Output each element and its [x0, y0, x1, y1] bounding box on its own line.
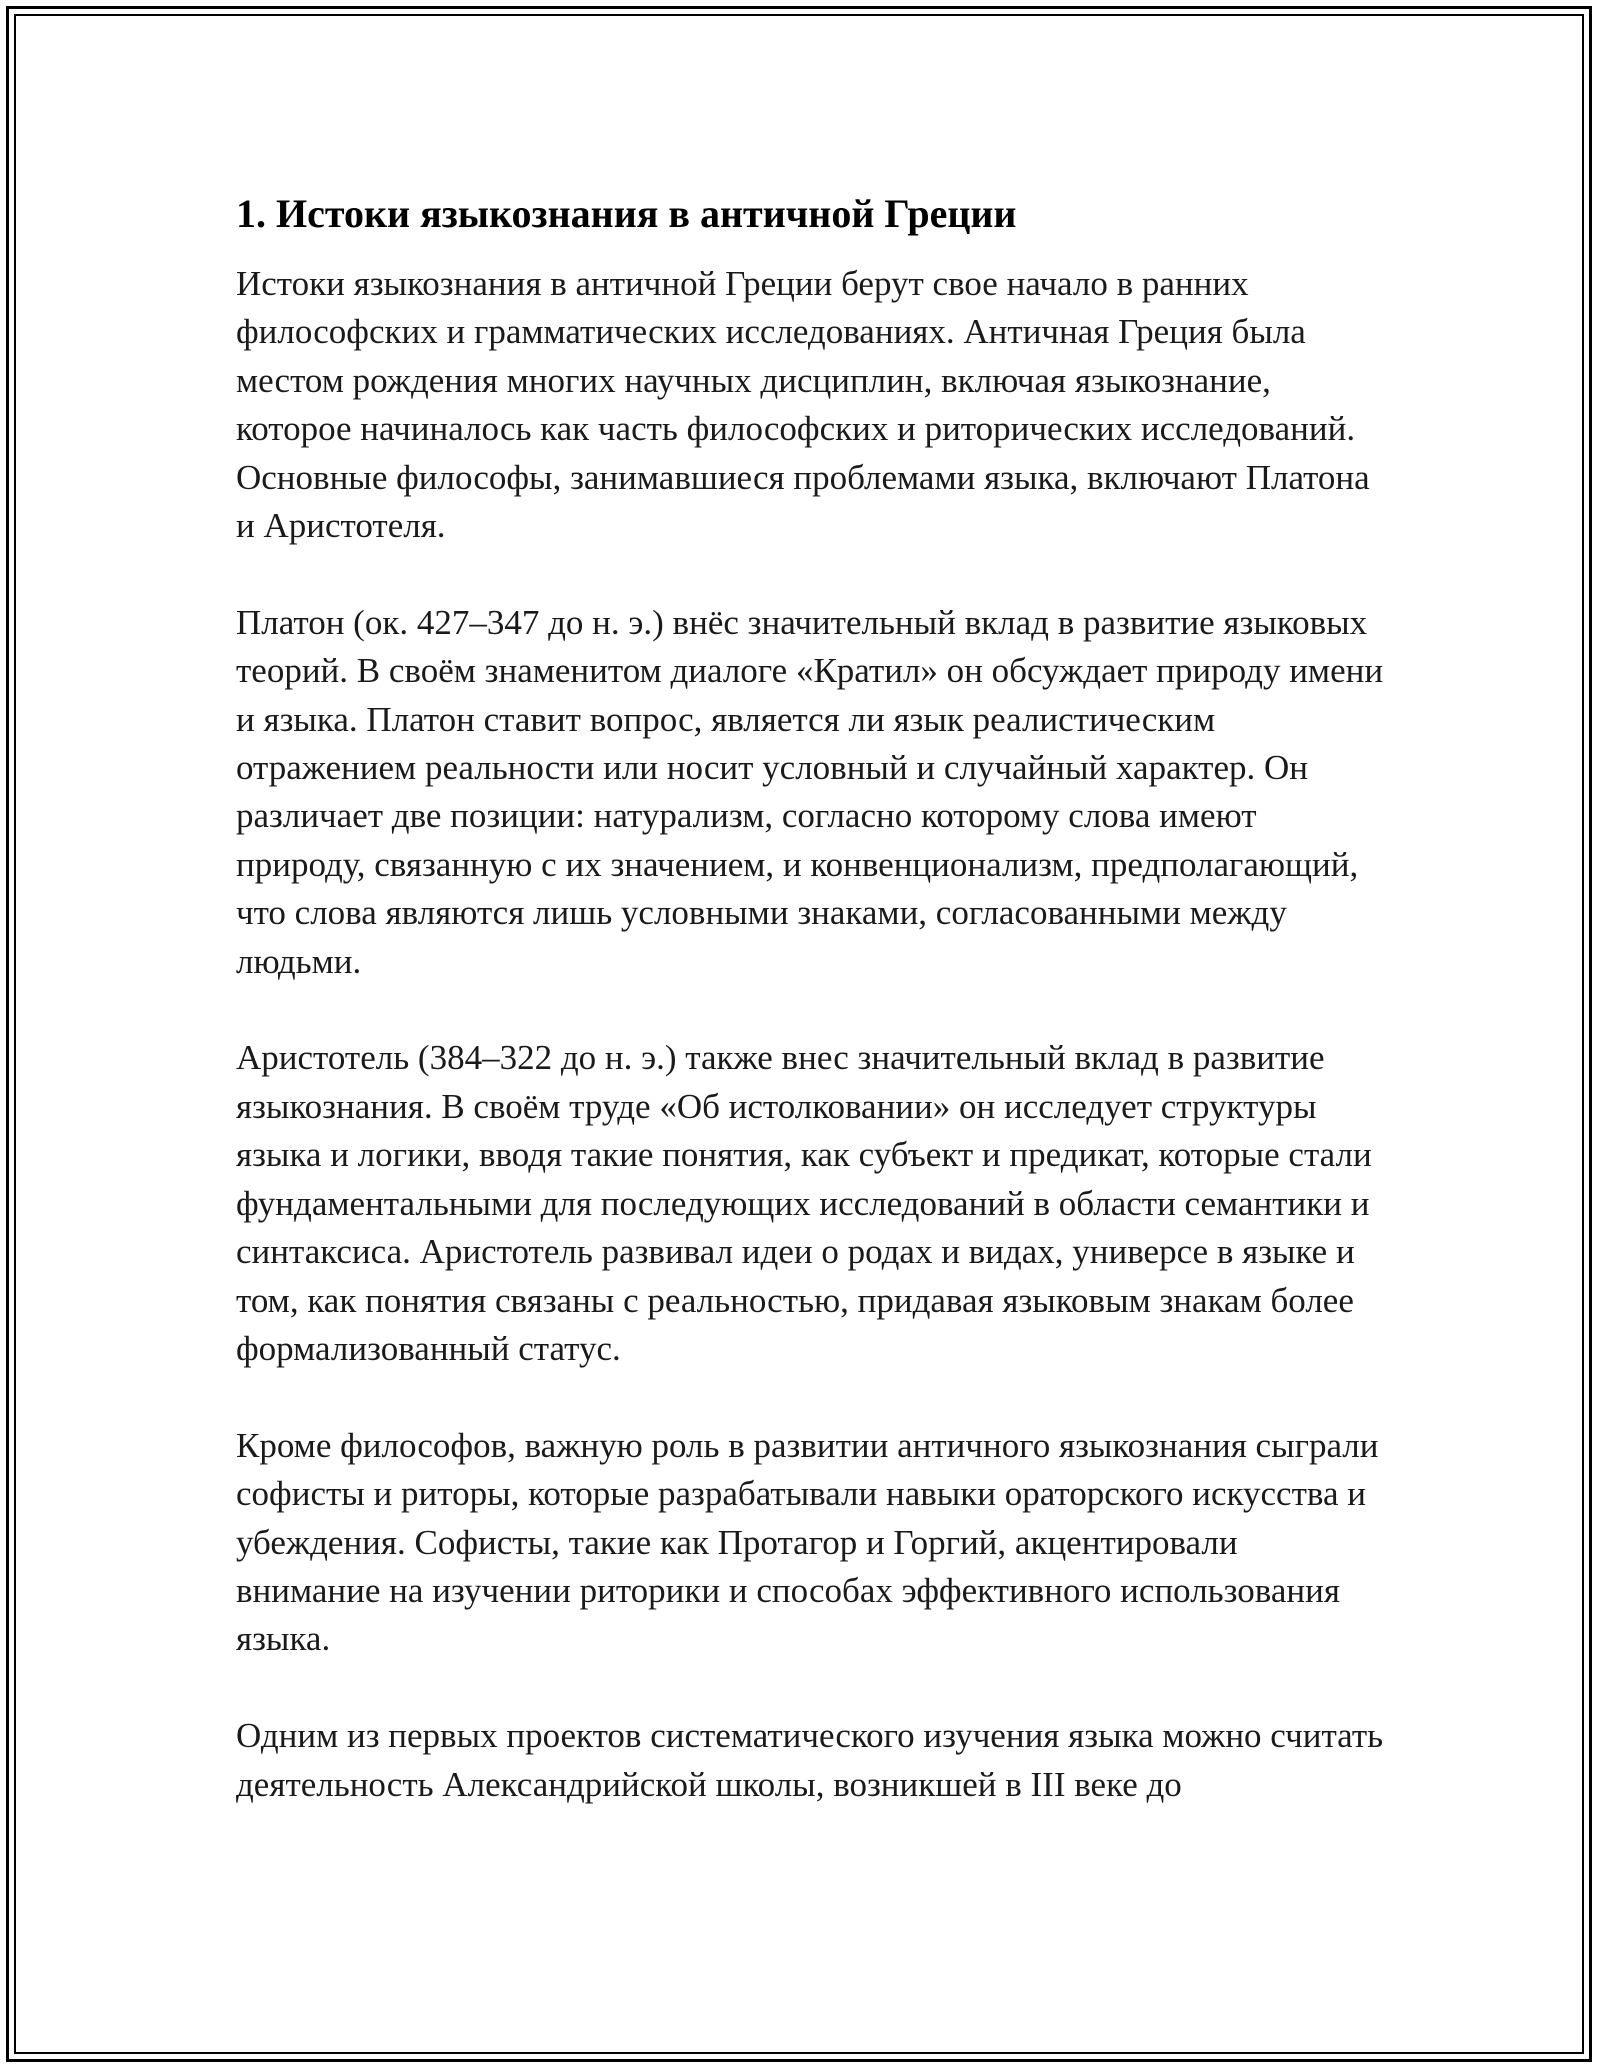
section-heading: 1. Истоки языкознания в античной Греции [236, 191, 1017, 236]
paragraph-plato: Платон (ок. 427–347 до н. э.) внёс значительный вклад в развитие языковых теорий. В своём знаменитом диалоге «Кратил» он обсуждает природу имени и языка. Платон ставит вопрос, является ли язык реалистическим отражением реальности или носит условный и случайный характер. Он различает две позиции: натурализм, согласно которому слова имеют природу, связанную с их значением, и конвенционализм, предполагающий, что слова являются лишь условными знаками, согласованными между людьми. [236, 602, 1384, 981]
paragraph-sophists: Кроме философов, важную роль в развитии античного языкознания сыграли софисты и риторы, которые разрабатывали навыки ораторского искусства и убеждения. Софисты, такие как Протагор и Горгий, акцентировали внимание на изучении риторики и способах эффективного использования языка. [236, 1425, 1379, 1659]
document-page [236, 186, 1386, 1809]
paragraph-alexandrian-school: Одним из первых проектов систематического изучения языка можно считать деятельность Александрийской школы, возникшей в III веке до [236, 1716, 1384, 1804]
paragraph-aristotle: Аристотель (384–322 до н. э.) также внес значительный вклад в развитие языкознания. В своём труде «Об истолковании» он исследует структуры языка и логики, вводя такие понятия, как субъект и предикат, которые стали фундаментальными для последующих исследований в области семантики и синтаксиса. Аристотель развивал идеи о родах и видах, универсе в языке и том, как понятия связаны с реальностью, придавая языковым знакам более формализованный статус. [236, 1038, 1372, 1368]
paragraph-intro: Истоки языкознания в античной Греции берут свое начало в ранних философских и грамматических исследованиях. Античная Греция была местом рождения многих научных дисциплин, включая языкознание, которое начиналось как часть философских и риторических исследований. Основные философы, занимавшиеся проблемами языка, включают Платона и Аристотеля. [236, 264, 1370, 546]
